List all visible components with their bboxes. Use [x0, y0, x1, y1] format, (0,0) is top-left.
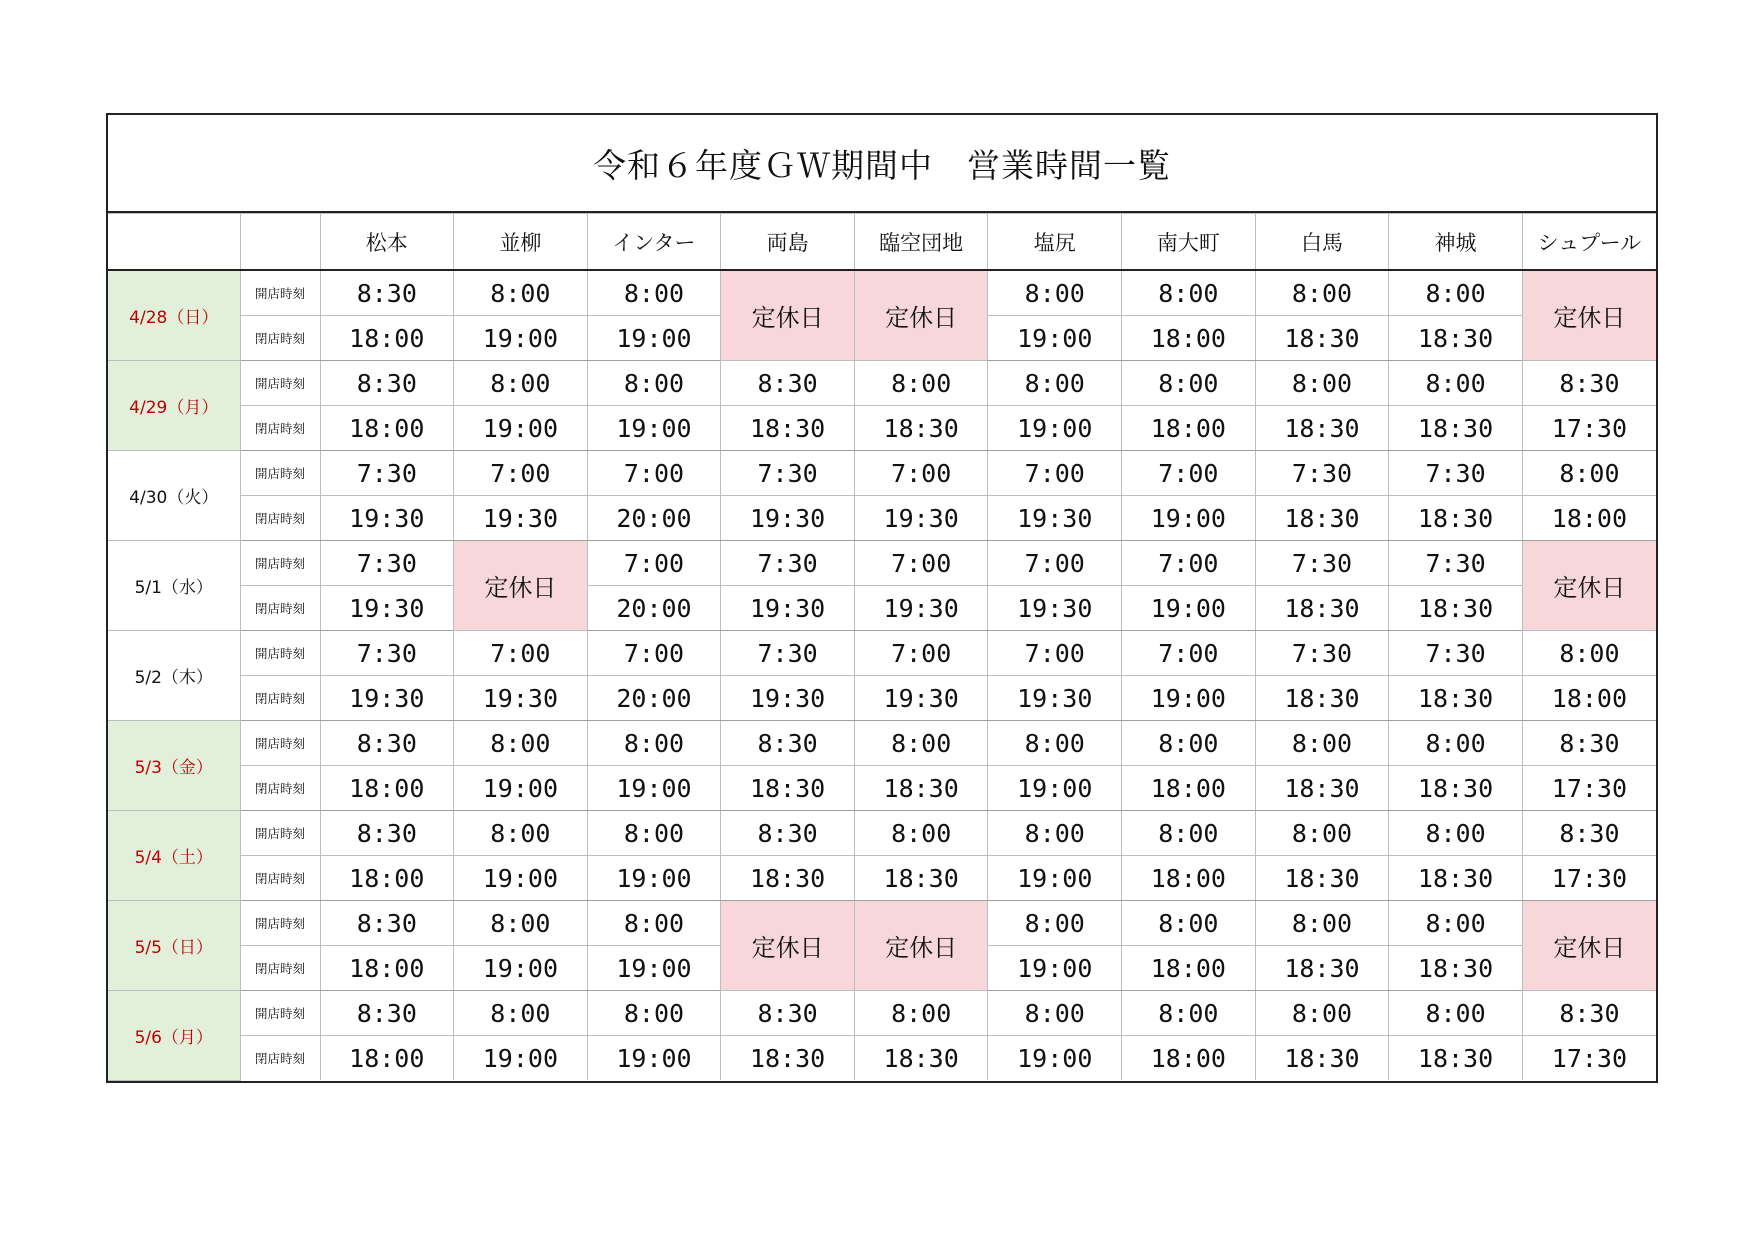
close-time-cell: 19:30: [988, 676, 1122, 721]
open-time-cell: 7:00: [988, 631, 1122, 676]
open-time-cell: 8:00: [988, 361, 1122, 406]
close-time-cell: 18:00: [320, 406, 454, 451]
open-time-cell: 8:00: [1389, 361, 1523, 406]
open-time-cell: 7:30: [320, 451, 454, 496]
closed-cell: 定休日: [1522, 901, 1656, 991]
table-row: [108, 406, 1656, 451]
open-time-cell: 8:00: [587, 991, 721, 1036]
store-header: 塩尻: [988, 214, 1122, 271]
open-time-cell: 7:00: [1122, 451, 1256, 496]
close-time-cell: 18:30: [1389, 586, 1523, 631]
table-row: [108, 451, 1656, 496]
open-time-cell: 7:30: [1389, 451, 1523, 496]
open-time-cell: 7:00: [1122, 631, 1256, 676]
close-time-cell: 19:30: [854, 676, 988, 721]
open-time-cell: 7:00: [988, 451, 1122, 496]
open-time-cell: 8:00: [1255, 991, 1389, 1036]
close-time-cell: 19:00: [988, 406, 1122, 451]
close-time-cell: 18:00: [1122, 766, 1256, 811]
open-time-cell: 7:30: [721, 451, 855, 496]
close-time-cell: 19:00: [1122, 676, 1256, 721]
date-cell: 5/2（木）: [108, 631, 240, 721]
close-time-cell: 19:00: [454, 406, 588, 451]
close-time-cell: 18:30: [854, 406, 988, 451]
open-time-cell: 7:00: [1122, 541, 1256, 586]
open-time-cell: 8:00: [1255, 270, 1389, 316]
close-time-cell: 18:30: [1255, 766, 1389, 811]
close-time-cell: 19:00: [988, 766, 1122, 811]
close-time-cell: 19:30: [320, 676, 454, 721]
open-time-label: 開店時刻: [240, 270, 320, 316]
open-time-cell: 8:00: [1255, 901, 1389, 946]
open-time-cell: 8:00: [854, 811, 988, 856]
open-time-cell: 8:30: [721, 811, 855, 856]
open-time-cell: 8:00: [854, 361, 988, 406]
open-time-cell: 8:00: [1522, 631, 1656, 676]
open-time-cell: 8:00: [1389, 811, 1523, 856]
close-time-cell: 17:30: [1522, 1036, 1656, 1081]
table-row: [108, 586, 1656, 631]
open-time-cell: 8:00: [1522, 451, 1656, 496]
table-row: [108, 541, 1656, 586]
close-time-cell: 17:30: [1522, 406, 1656, 451]
open-time-cell: 8:00: [1389, 721, 1523, 766]
close-time-cell: 18:30: [721, 766, 855, 811]
open-time-cell: 8:00: [454, 270, 588, 316]
store-header: 並柳: [454, 214, 588, 271]
open-time-label: 開店時刻: [240, 451, 320, 496]
close-time-cell: 20:00: [587, 496, 721, 541]
closed-cell: 定休日: [721, 270, 855, 361]
open-time-cell: 8:00: [454, 991, 588, 1036]
close-time-cell: 19:30: [988, 496, 1122, 541]
close-time-cell: 20:00: [587, 676, 721, 721]
open-time-cell: 7:00: [854, 631, 988, 676]
open-time-cell: 8:00: [587, 270, 721, 316]
close-time-cell: 20:00: [587, 586, 721, 631]
close-time-label: 閉店時刻: [240, 406, 320, 451]
store-header: 両島: [721, 214, 855, 271]
open-time-cell: 7:00: [587, 631, 721, 676]
open-time-cell: 8:30: [1522, 721, 1656, 766]
closed-cell: 定休日: [854, 270, 988, 361]
open-time-cell: 8:30: [320, 361, 454, 406]
table-row: [108, 631, 1656, 676]
open-time-cell: 7:30: [1255, 451, 1389, 496]
close-time-cell: 19:00: [988, 1036, 1122, 1081]
close-time-cell: 18:00: [1522, 496, 1656, 541]
close-time-cell: 18:30: [721, 406, 855, 451]
open-time-cell: 8:00: [988, 901, 1122, 946]
table-row: [108, 721, 1656, 766]
open-time-cell: 8:00: [1122, 991, 1256, 1036]
page-title: 令和６年度ＧＷ期間中 営業時間一覧: [593, 145, 1171, 185]
open-time-cell: 7:00: [454, 451, 588, 496]
close-time-label: 閉店時刻: [240, 856, 320, 901]
open-time-cell: 7:30: [1389, 631, 1523, 676]
open-time-cell: 7:30: [1255, 541, 1389, 586]
open-time-cell: 8:30: [320, 811, 454, 856]
close-time-cell: 19:00: [988, 316, 1122, 361]
close-time-cell: 18:00: [320, 946, 454, 991]
close-time-cell: 19:30: [721, 676, 855, 721]
open-time-label: 開店時刻: [240, 541, 320, 586]
open-time-cell: 8:30: [320, 991, 454, 1036]
open-time-cell: 7:00: [587, 451, 721, 496]
close-time-label: 閉店時刻: [240, 676, 320, 721]
open-time-cell: 8:00: [454, 361, 588, 406]
table-row: [108, 361, 1656, 406]
open-time-cell: 8:00: [1255, 811, 1389, 856]
table-body: [108, 214, 1656, 1081]
open-time-cell: 7:30: [320, 541, 454, 586]
open-time-cell: 7:00: [854, 451, 988, 496]
date-cell: 4/28（日）: [108, 270, 240, 361]
open-time-cell: 8:00: [988, 721, 1122, 766]
close-time-cell: 19:30: [721, 496, 855, 541]
open-time-label: 開店時刻: [240, 721, 320, 766]
store-header: 白馬: [1255, 214, 1389, 271]
close-time-cell: 17:30: [1522, 766, 1656, 811]
close-time-cell: 18:30: [1389, 1036, 1523, 1081]
open-time-cell: 8:00: [1122, 270, 1256, 316]
close-time-cell: 18:00: [1122, 316, 1256, 361]
open-time-cell: 8:30: [1522, 361, 1656, 406]
open-time-cell: 8:00: [587, 811, 721, 856]
close-time-cell: 18:30: [1255, 496, 1389, 541]
open-time-cell: 8:00: [587, 721, 721, 766]
close-time-label: 閉店時刻: [240, 1036, 320, 1081]
close-time-cell: 17:30: [1522, 856, 1656, 901]
close-time-cell: 19:30: [454, 676, 588, 721]
close-time-label: 閉店時刻: [240, 496, 320, 541]
close-time-cell: 18:00: [1122, 406, 1256, 451]
date-cell: 4/30（火）: [108, 451, 240, 541]
open-time-cell: 8:00: [854, 991, 988, 1036]
open-time-cell: 8:00: [454, 901, 588, 946]
close-time-label: 閉店時刻: [240, 766, 320, 811]
table-row: [108, 676, 1656, 721]
open-time-cell: 8:30: [320, 270, 454, 316]
closed-cell: 定休日: [1522, 270, 1656, 361]
close-time-cell: 18:30: [1389, 676, 1523, 721]
close-time-cell: 19:00: [587, 406, 721, 451]
close-time-cell: 18:00: [1122, 1036, 1256, 1081]
close-time-cell: 19:00: [1122, 586, 1256, 631]
closed-cell: 定休日: [1522, 541, 1656, 631]
closed-cell: 定休日: [854, 901, 988, 991]
close-time-cell: 18:30: [1389, 766, 1523, 811]
close-time-cell: 19:30: [854, 496, 988, 541]
closed-cell: 定休日: [721, 901, 855, 991]
open-time-cell: 8:00: [1122, 811, 1256, 856]
close-time-cell: 19:30: [721, 586, 855, 631]
table-row: [108, 901, 1656, 946]
close-time-cell: 18:30: [1389, 496, 1523, 541]
open-time-cell: 7:30: [1255, 631, 1389, 676]
date-cell: 5/4（土）: [108, 811, 240, 901]
close-time-cell: 18:30: [1255, 586, 1389, 631]
title-box: [108, 115, 1656, 213]
close-time-cell: 18:30: [1255, 946, 1389, 991]
date-cell: 5/5（日）: [108, 901, 240, 991]
close-time-cell: 19:00: [587, 766, 721, 811]
close-time-cell: 18:30: [854, 856, 988, 901]
table-row: [108, 496, 1656, 541]
store-header: インター: [587, 214, 721, 271]
close-time-cell: 18:30: [1389, 946, 1523, 991]
close-time-cell: 19:00: [587, 946, 721, 991]
close-time-cell: 18:00: [320, 766, 454, 811]
close-time-label: 閉店時刻: [240, 586, 320, 631]
close-time-cell: 19:00: [587, 1036, 721, 1081]
open-time-cell: 8:00: [587, 901, 721, 946]
open-time-cell: 8:00: [1389, 901, 1523, 946]
store-header: 臨空団地: [854, 214, 988, 271]
open-time-cell: 8:00: [454, 811, 588, 856]
close-time-label: 閉店時刻: [240, 946, 320, 991]
table-row: [108, 811, 1656, 856]
close-time-cell: 18:00: [1122, 856, 1256, 901]
store-header: 神城: [1389, 214, 1523, 271]
open-time-cell: 7:30: [721, 631, 855, 676]
header-blank-label: [240, 214, 320, 271]
close-time-cell: 19:30: [854, 586, 988, 631]
open-time-cell: 8:00: [1255, 361, 1389, 406]
date-cell: 5/3（金）: [108, 721, 240, 811]
table-row: [108, 270, 1656, 316]
close-time-cell: 19:30: [988, 586, 1122, 631]
open-time-cell: 8:30: [721, 721, 855, 766]
close-time-cell: 19:00: [1122, 496, 1256, 541]
close-time-cell: 19:00: [454, 946, 588, 991]
close-time-cell: 19:00: [587, 316, 721, 361]
store-header: 松本: [320, 214, 454, 271]
header-blank-date: [108, 214, 240, 271]
close-time-label: 閉店時刻: [240, 316, 320, 361]
open-time-label: 開店時刻: [240, 811, 320, 856]
close-time-cell: 19:30: [454, 496, 588, 541]
close-time-cell: 18:30: [854, 766, 988, 811]
open-time-cell: 7:00: [454, 631, 588, 676]
store-header: 南大町: [1122, 214, 1256, 271]
close-time-cell: 19:00: [454, 766, 588, 811]
close-time-cell: 19:00: [988, 856, 1122, 901]
close-time-cell: 18:30: [1255, 676, 1389, 721]
close-time-cell: 18:30: [721, 856, 855, 901]
open-time-cell: 8:00: [1389, 991, 1523, 1036]
open-time-cell: 7:00: [854, 541, 988, 586]
table-row: [108, 766, 1656, 811]
close-time-cell: 19:30: [320, 586, 454, 631]
date-cell: 5/6（月）: [108, 991, 240, 1081]
close-time-cell: 19:00: [587, 856, 721, 901]
table-row: [108, 991, 1656, 1036]
open-time-label: 開店時刻: [240, 901, 320, 946]
open-time-cell: 8:00: [1389, 270, 1523, 316]
open-time-cell: 8:00: [988, 811, 1122, 856]
table-row: [108, 1036, 1656, 1081]
hours-sheet: [106, 113, 1658, 1083]
date-cell: 4/29（月）: [108, 361, 240, 451]
open-time-cell: 8:30: [1522, 991, 1656, 1036]
open-time-cell: 8:00: [1255, 721, 1389, 766]
close-time-cell: 19:00: [454, 856, 588, 901]
open-time-cell: 8:30: [721, 991, 855, 1036]
open-time-label: 開店時刻: [240, 361, 320, 406]
open-time-cell: 7:30: [1389, 541, 1523, 586]
open-time-cell: 8:00: [454, 721, 588, 766]
close-time-cell: 18:00: [320, 1036, 454, 1081]
close-time-cell: 19:30: [320, 496, 454, 541]
open-time-label: 開店時刻: [240, 991, 320, 1036]
close-time-cell: 18:30: [1389, 856, 1523, 901]
open-time-cell: 8:00: [587, 361, 721, 406]
open-time-cell: 8:00: [854, 721, 988, 766]
close-time-cell: 18:30: [1255, 856, 1389, 901]
open-time-cell: 7:00: [988, 541, 1122, 586]
close-time-cell: 18:00: [320, 856, 454, 901]
open-time-cell: 8:30: [320, 721, 454, 766]
close-time-cell: 18:00: [320, 316, 454, 361]
close-time-cell: 18:30: [1389, 406, 1523, 451]
open-time-cell: 8:00: [988, 991, 1122, 1036]
close-time-cell: 18:30: [1255, 316, 1389, 361]
open-time-cell: 8:00: [988, 270, 1122, 316]
close-time-cell: 18:00: [1522, 676, 1656, 721]
date-cell: 5/1（水）: [108, 541, 240, 631]
open-time-cell: 7:00: [587, 541, 721, 586]
close-time-cell: 18:30: [721, 1036, 855, 1081]
store-header-row: [108, 214, 1656, 271]
close-time-cell: 18:30: [1389, 316, 1523, 361]
close-time-cell: 18:30: [1255, 406, 1389, 451]
close-time-cell: 19:00: [988, 946, 1122, 991]
close-time-cell: 19:00: [454, 1036, 588, 1081]
open-time-cell: 8:30: [721, 361, 855, 406]
open-time-cell: 8:00: [1122, 901, 1256, 946]
close-time-cell: 18:30: [1255, 1036, 1389, 1081]
open-time-cell: 7:30: [320, 631, 454, 676]
closed-cell: 定休日: [454, 541, 588, 631]
close-time-cell: 19:00: [454, 316, 588, 361]
hours-table: [108, 213, 1656, 1081]
open-time-cell: 8:30: [320, 901, 454, 946]
open-time-cell: 8:30: [1522, 811, 1656, 856]
store-header: シュプール: [1522, 214, 1656, 271]
open-time-cell: 8:00: [1122, 361, 1256, 406]
table-row: [108, 856, 1656, 901]
close-time-cell: 18:30: [854, 1036, 988, 1081]
open-time-cell: 8:00: [1122, 721, 1256, 766]
open-time-label: 開店時刻: [240, 631, 320, 676]
open-time-cell: 7:30: [721, 541, 855, 586]
close-time-cell: 18:00: [1122, 946, 1256, 991]
